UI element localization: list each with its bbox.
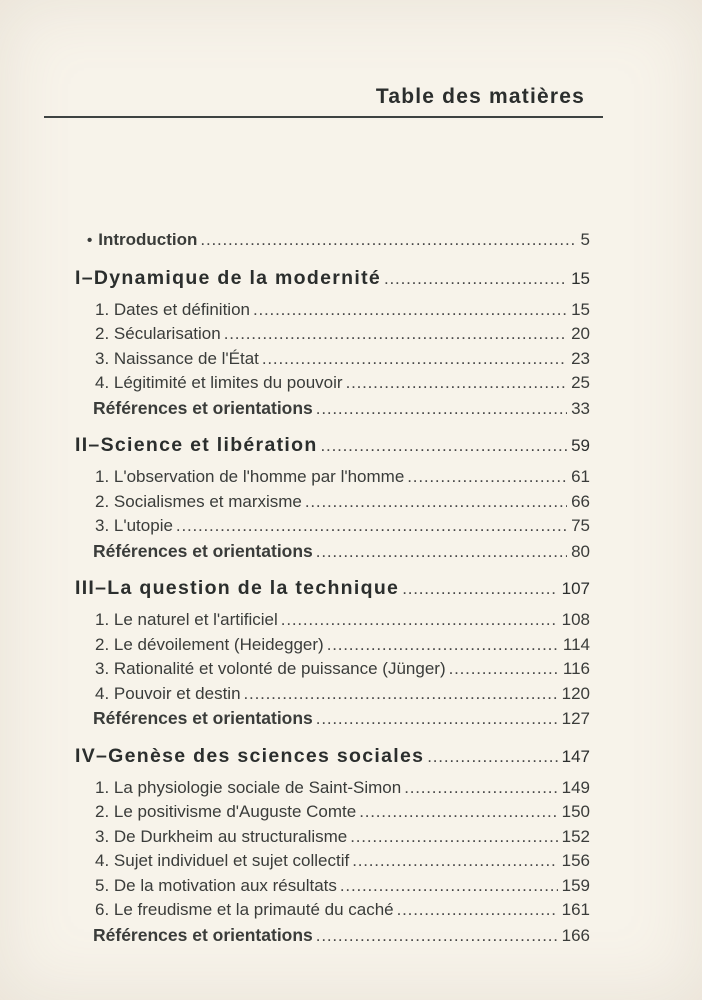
- toc-section-1-item-4: [95, 371, 590, 396]
- toc-section-4-references-label: Références et orientations: [93, 924, 313, 945]
- toc-section-4-heading: [75, 743, 590, 770]
- toc-section-2-item-1-label: 1. L'observation de l'homme par l'homme: [95, 467, 405, 486]
- toc-section-3-item-2-label: 2. Le dévoilement (Heidegger): [95, 634, 324, 654]
- toc-section-1-item-1-label: 1. Dates et définition: [95, 299, 250, 319]
- toc-section-4-item-6-label: 6. Le freudisme et la primauté du caché: [95, 900, 394, 919]
- toc-section-1-item-2-label: 2. Sécularisation: [95, 324, 221, 343]
- toc-section-3: [75, 575, 590, 732]
- header-rule: [44, 116, 603, 118]
- toc-section-4-item-1: [95, 776, 590, 801]
- toc-section-3-heading: [75, 575, 590, 602]
- toc-section-4-item-2: [95, 800, 590, 825]
- toc-section-2-item-1: [95, 465, 590, 490]
- toc-section-2-item-1-pagenum: 61: [571, 467, 590, 486]
- toc-entry-introduction: [87, 228, 590, 254]
- dot-leader: [402, 576, 557, 602]
- toc-section-1-item-2: [95, 322, 590, 347]
- dot-leader: [359, 800, 557, 825]
- toc-section-2-item-2: [95, 490, 590, 515]
- toc-section-2-references-pagenum: 80: [571, 541, 590, 561]
- toc-section-1-references: [93, 396, 590, 422]
- toc-section-4-references-pagenum: 166: [561, 925, 590, 945]
- toc-section-3-heading-label: III–La question de la technique: [75, 577, 400, 599]
- toc-section-2-heading-pagenum: 59: [571, 436, 590, 455]
- dot-leader: [253, 298, 567, 323]
- dot-leader: [346, 371, 568, 396]
- dot-leader: [305, 490, 567, 515]
- dot-leader: [350, 825, 557, 850]
- toc-section-3-item-4-label: 4. Pouvoir et destin: [95, 683, 241, 703]
- toc-section-4-item-5-label: 5. De la motivation aux résultats: [95, 875, 337, 895]
- toc-section-4-item-5: [95, 874, 590, 899]
- toc-section-1-heading: [75, 265, 590, 292]
- dot-leader: [352, 849, 557, 874]
- toc-section-3-references-pagenum: 127: [561, 709, 590, 728]
- toc-section-3-item-1-label: 1. Le naturel et l'artificiel: [95, 610, 278, 629]
- toc-section-4-item-6: [95, 898, 590, 923]
- dot-leader: [200, 228, 576, 253]
- toc-section-4-item-6-pagenum: 161: [561, 900, 590, 919]
- toc-section-4-item-5-pagenum: 159: [561, 875, 590, 895]
- toc-section-4-item-1-pagenum: 149: [561, 777, 590, 797]
- dot-leader: [404, 776, 557, 801]
- toc-section-3-item-2: [95, 633, 590, 658]
- dot-leader: [262, 347, 567, 372]
- toc-section-1-references-pagenum: 33: [571, 398, 590, 418]
- toc-section-1-item-4-label: 4. Légitimité et limites du pouvoir: [95, 373, 343, 392]
- toc-entry-introduction-label: Introduction: [98, 230, 198, 249]
- toc-section-4: [75, 743, 590, 949]
- dot-leader: [321, 433, 568, 459]
- toc-section-3-references-label: Références et orientations: [93, 708, 313, 728]
- toc-section-1: [75, 265, 590, 422]
- toc-section-2-heading: [75, 432, 590, 459]
- toc-section-1-item-3-pagenum: 23: [571, 348, 590, 368]
- dot-leader: [407, 465, 567, 490]
- dot-leader: [281, 608, 558, 633]
- toc-section-3-item-2-pagenum: 114: [562, 634, 590, 654]
- toc-section-1-item-3-label: 3. Naissance de l'État: [95, 348, 259, 368]
- toc-section-2-item-2-pagenum: 66: [571, 491, 590, 511]
- dot-leader: [244, 682, 558, 707]
- toc-section-2-item-3: [95, 514, 590, 539]
- toc-section-2-item-3-pagenum: 75: [571, 516, 590, 535]
- toc-section-3-item-1: [95, 608, 590, 633]
- toc-section-3-references: [93, 706, 590, 732]
- toc-section-2-heading-label: II–Science et libération: [75, 434, 318, 456]
- toc-section-2-references: [93, 539, 590, 565]
- toc-section-2: [75, 432, 590, 564]
- toc-section-1-item-4-pagenum: 25: [571, 373, 590, 392]
- bullet-icon: •: [87, 232, 93, 249]
- dot-leader: [340, 874, 558, 899]
- toc-section-1-references-label: Références et orientations: [93, 397, 313, 418]
- dot-leader: [316, 707, 558, 732]
- toc-section-2-references-label: Références et orientations: [93, 540, 313, 561]
- toc-section-4-item-4-pagenum: 156: [561, 851, 590, 870]
- toc-section-4-item-3: [95, 825, 590, 850]
- toc-section-4-heading-pagenum: 147: [561, 746, 590, 766]
- toc-entry-introduction-pagenum: 5: [580, 230, 590, 249]
- toc-section-3-item-4: [95, 682, 590, 707]
- toc-section-4-heading-label: IV–Genèse des sciences sociales: [75, 744, 425, 767]
- toc-section-4-item-1-label: 1. La physiologie sociale de Saint-Simon: [95, 777, 402, 797]
- toc-section-4-item-4: [95, 849, 590, 874]
- dot-leader: [316, 397, 567, 422]
- toc-section-4-item-3-pagenum: 152: [561, 826, 590, 846]
- toc-section-4-item-3-label: 3. De Durkheim au structuralisme: [95, 826, 348, 846]
- dot-leader: [316, 924, 558, 949]
- toc-section-1-heading-pagenum: 15: [571, 268, 590, 288]
- toc-section-3-item-4-pagenum: 120: [561, 683, 590, 703]
- toc: [75, 228, 590, 948]
- toc-section-3-item-3-pagenum: 116: [562, 659, 590, 678]
- toc-section-2-item-2-label: 2. Socialismes et marxisme: [95, 491, 302, 511]
- toc-section-4-item-2-label: 2. Le positivisme d'Auguste Comte: [95, 802, 357, 821]
- toc-section-2-item-3-label: 3. L'utopie: [95, 516, 173, 535]
- page-title: Table des matières: [375, 85, 585, 108]
- toc-section-3-heading-pagenum: 107: [561, 579, 590, 598]
- dot-leader: [316, 540, 567, 565]
- toc-section-1-item-1: [95, 298, 590, 323]
- dot-leader: [427, 744, 557, 770]
- toc-section-3-item-1-pagenum: 108: [561, 610, 590, 629]
- dot-leader: [449, 657, 559, 682]
- toc-section-3-item-3-label: 3. Rationalité et volonté de puissance (Jünger): [95, 659, 446, 678]
- toc-section-4-references: [93, 923, 590, 949]
- toc-section-1-item-3: [95, 347, 590, 372]
- dot-leader: [176, 514, 567, 539]
- toc-section-4-item-2-pagenum: 150: [561, 802, 590, 821]
- toc-section-4-item-4-label: 4. Sujet individuel et sujet collectif: [95, 851, 350, 870]
- dot-leader: [224, 322, 567, 347]
- dot-leader: [384, 266, 567, 292]
- toc-section-1-item-1-pagenum: 15: [571, 299, 590, 319]
- toc-section-3-item-3: [95, 657, 590, 682]
- dot-leader: [397, 898, 558, 923]
- dot-leader: [327, 633, 559, 658]
- toc-section-1-heading-label: I–Dynamique de la modernité: [75, 266, 382, 289]
- toc-section-1-item-2-pagenum: 20: [571, 324, 590, 343]
